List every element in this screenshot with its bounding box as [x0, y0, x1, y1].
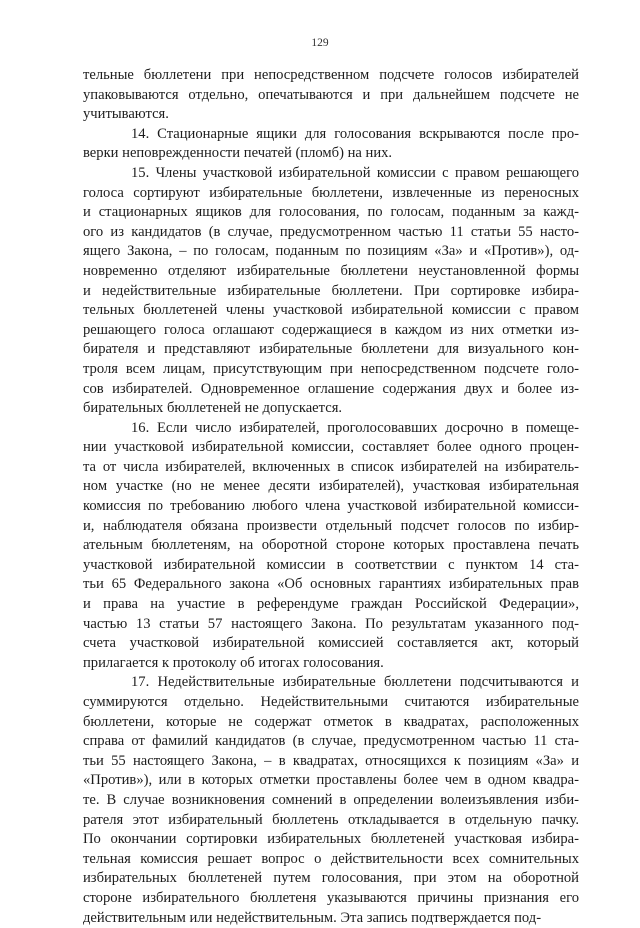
text-line: избирательных бюллетеней путем голосования, при этом на оборотной	[83, 870, 579, 887]
text-line: троля всем лицам, присутствующим при непосредственном подсчете голо-	[83, 360, 579, 377]
paragraph-continued	[83, 66, 579, 125]
text-line: и права на участие в референдуме граждан Российской Федерации»,	[83, 596, 579, 613]
text-line: «Против»), или в которых отметки проставлены более чем в одном квадра-	[83, 772, 579, 789]
text-line: нии участковой избирательной комиссии, составляет более одного процен-	[83, 439, 579, 456]
text-line: ящего Закона, – по голосам, поданным по позициям «За» и «Против»), од-	[83, 243, 579, 260]
text-line: решающего голоса оглашают содержащиеся в каждом из них отметки из-	[83, 321, 579, 338]
text-line: те. В случае возникновения сомнений в определении волеизъявления изби-	[83, 791, 579, 808]
text-line: участковой избирательной комиссии в соответствии с пунктом 14 ста-	[83, 556, 579, 573]
text-line: и недействительные избирательные бюллетени. При сортировке избира-	[83, 282, 579, 299]
text-line: и, наблюдателя обязана произвести отдельный подсчет голосов по избир-	[83, 517, 579, 534]
text-line: комиссия по требованию любого члена участковой избирательной комисси-	[83, 498, 579, 515]
text-line: учитываются.	[83, 106, 169, 123]
text-line: По окончании сортировки избирательных бюллетеней участковая избира-	[83, 831, 579, 848]
text-line: верки неповрежденности печатей (пломб) на них.	[83, 145, 393, 162]
text-line: 17. Недействительные избирательные бюллетени подсчитываются и	[131, 674, 579, 691]
text-line: тельная комиссия решает вопрос о действительности всех сомнительных	[83, 850, 579, 867]
page-number: 129	[311, 37, 329, 49]
text-line: тьи 55 настоящего Закона, – в квадратах, относящихся к позициям «За» и	[83, 752, 579, 769]
text-line: ном участке (но не менее десяти избирателей), участковая избирательная	[83, 478, 579, 495]
text-line: частью 13 статьи 57 настоящего Закона. По результатам указанного под-	[83, 615, 579, 632]
text-line: 14. Стационарные ящики для голосования вскрываются после про-	[131, 125, 579, 142]
text-line: тьи 65 Федерального закона «Об основных гарантиях избирательных прав	[83, 576, 579, 593]
paragraph-item-14	[83, 125, 579, 164]
text-line: действительным или недействительным. Эта запись подтверждается под-	[83, 909, 542, 926]
text-line: счета участковой избирательной комиссией составляется акт, который	[83, 635, 579, 652]
paragraph-item-17	[83, 673, 579, 928]
text-line: суммируются отдельно. Недействительными считаются избирательные	[83, 694, 579, 710]
text-line: тельные бюллетени при непосредственном подсчете голосов избирателей	[83, 67, 579, 83]
text-line: рателя этот избирательный бюллетень откладывается в отдельную пачку.	[83, 811, 579, 828]
text-line: 15. Члены участковой избирательной комиссии с правом решающего	[131, 164, 579, 181]
text-line: голоса сортируют избирательные бюллетени, извлеченные из переносных	[83, 184, 579, 201]
text-line: бюллетени, которые не содержат отметок в квадратах, расположенных	[83, 713, 579, 730]
text-line: та от числа избирателей, включенных в список избирателей на избиратель-	[83, 458, 579, 475]
text-line: упаковываются отдельно, опечатываются и при дальнейшем подсчете не	[83, 86, 579, 103]
text-line: ательным бюллетеням, на оборотной стороне которых проставлена печать	[83, 537, 579, 554]
text-line: справа от фамилий кандидатов (в случае, предусмотренном частью 11 ста-	[83, 733, 579, 750]
text-line: и стационарных ящиков для голосования, по голосам, поданным за кажд-	[83, 204, 579, 221]
document-body	[83, 66, 579, 928]
text-line: 16. Если число избирателей, проголосовавших досрочно в помеще-	[131, 419, 579, 436]
text-line: прилагается к протоколу об итогах голосования.	[83, 654, 384, 671]
text-line: новременно отделяют избирательные бюллетени неустановленной формы	[83, 262, 579, 279]
paragraph-item-15	[83, 164, 579, 419]
text-line: ого из кандидатов (в случае, предусмотренном частью 11 статьи 55 насто-	[83, 223, 579, 240]
text-line: тельных бюллетеней члены участковой избирательной комиссии с правом	[83, 302, 579, 319]
text-line: сов избирателей. Одновременное оглашение содержания двух и более из-	[83, 380, 579, 397]
text-line: бирательных бюллетеней не допускается.	[83, 400, 343, 417]
paragraph-item-16	[83, 419, 579, 674]
text-line: стороне избирательного бюллетеня указываются причины признания его	[83, 889, 579, 906]
text-line: бирателя и представляют избирательные бюллетени для визуального кон-	[83, 341, 579, 358]
